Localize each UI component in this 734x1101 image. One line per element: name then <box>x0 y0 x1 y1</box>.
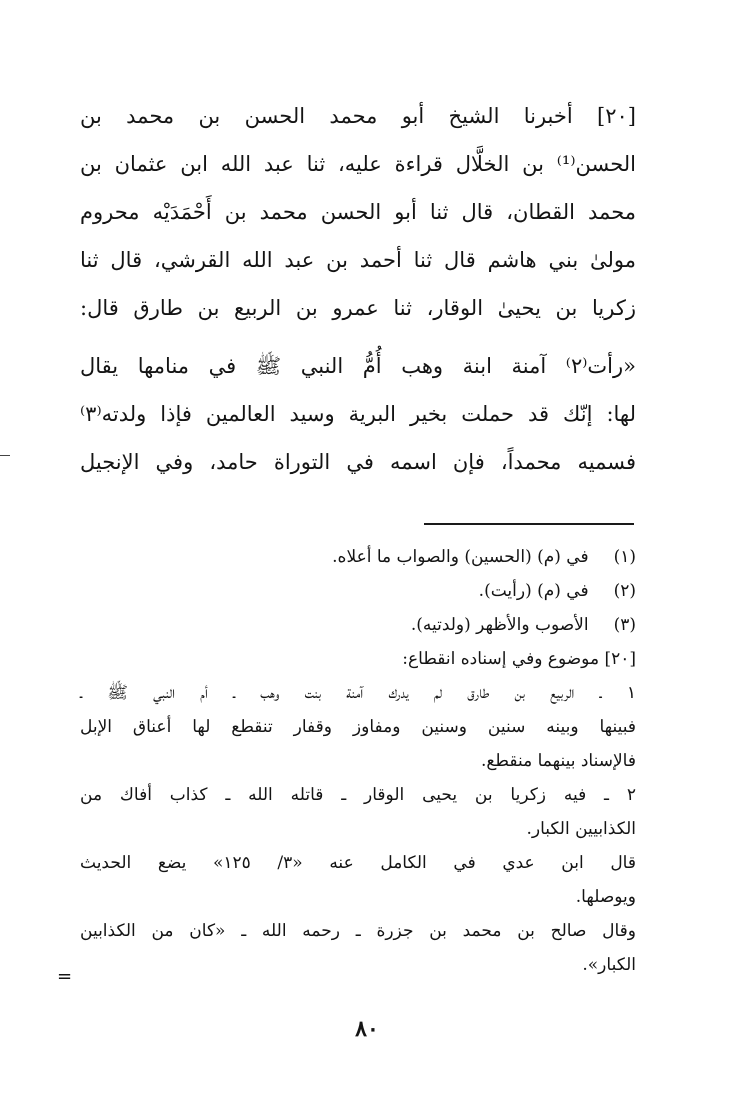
footnote-text: الأصوب والأظهر (ولدتيه). <box>410 615 589 635</box>
main-text-line: الحسن⁽¹⁾ بن الخلَّال قراءة عليه، ثنا عبد الله ابن عثمان بن <box>80 152 636 176</box>
commentary-line: فالإسناد بينهما منقطع. <box>480 751 636 771</box>
footnotes-block <box>80 540 636 982</box>
commentary-line: ١ ـ الربيع بن طارق لم يدرك آمنة بنت وهب ـ أم النبي ﷺ ـ <box>80 683 636 703</box>
main-text-line: مولىٰ بني هاشم قال ثنا أحمد بن عبد الله القرشي، قال ثنا <box>80 248 636 272</box>
commentary-line: الكذابيين الكبار. <box>526 819 636 839</box>
main-text-line: فسميه محمداً، فإن اسمه في التوراة حامد، وفي الإنجيل <box>80 450 636 474</box>
page-number: ٨٠ <box>355 1016 379 1042</box>
main-text-line: محمد القطان، قال ثنا أبو الحسن محمد بن أَحْمَدَيْه محروم <box>80 200 636 224</box>
footnote-text: في (م) (الحسين) والصواب ما أعلاه. <box>332 547 589 567</box>
commentary-line: فبينها وبينه سنين وسنين ومفاوز وقفار تنقطع لها أعناق الإبل <box>80 717 636 737</box>
main-text-block <box>80 92 636 486</box>
footnote-separator <box>424 523 634 525</box>
commentary-line: وقال صالح بن محمد بن جزرة ـ رحمه الله ـ «كان من الكذابين <box>80 921 636 941</box>
footnote-item <box>80 574 636 608</box>
commentary-header: [٢٠] موضوع وفي إسناده انقطاع: <box>402 649 636 669</box>
commentary-line: ٢ ـ فيه زكريا بن يحيى الوقار ـ قاتله الله ـ كذاب أفاك من <box>80 785 636 805</box>
footnote-number: (٢) <box>613 581 636 601</box>
footnote-item <box>80 608 636 642</box>
footnote-item <box>80 540 636 574</box>
main-text-line: «رأت⁽٢⁾ آمنة ابنة وهب أُمُّ النبي ﷺ في منامها يقال <box>80 354 636 378</box>
commentary-line: ويوصلها. <box>575 887 636 907</box>
continuation-mark: = <box>57 966 73 987</box>
commentary-line: قال ابن عدي في الكامل عنه «٣/ ١٢٥» يضع الحديث <box>80 853 636 873</box>
main-text-line: [٢٠] أخبرنا الشيخ أبو محمد الحسن بن محمد بن <box>80 104 636 128</box>
footnote-number: (١) <box>613 547 636 567</box>
main-text-line: زكريا بن يحيىٰ الوقار، ثنا عمرو بن الربيع بن طارق قال: <box>80 296 636 320</box>
footnote-number: (٣) <box>613 615 636 635</box>
commentary-line: الكبار». <box>582 955 636 975</box>
margin-mark <box>0 455 10 456</box>
main-text-line: لها: إنّك قد حملت بخير البرية وسيد العالمين فإذا ولدته⁽٣⁾ <box>80 402 636 426</box>
footnote-text: في (م) (رأيت). <box>478 581 589 601</box>
